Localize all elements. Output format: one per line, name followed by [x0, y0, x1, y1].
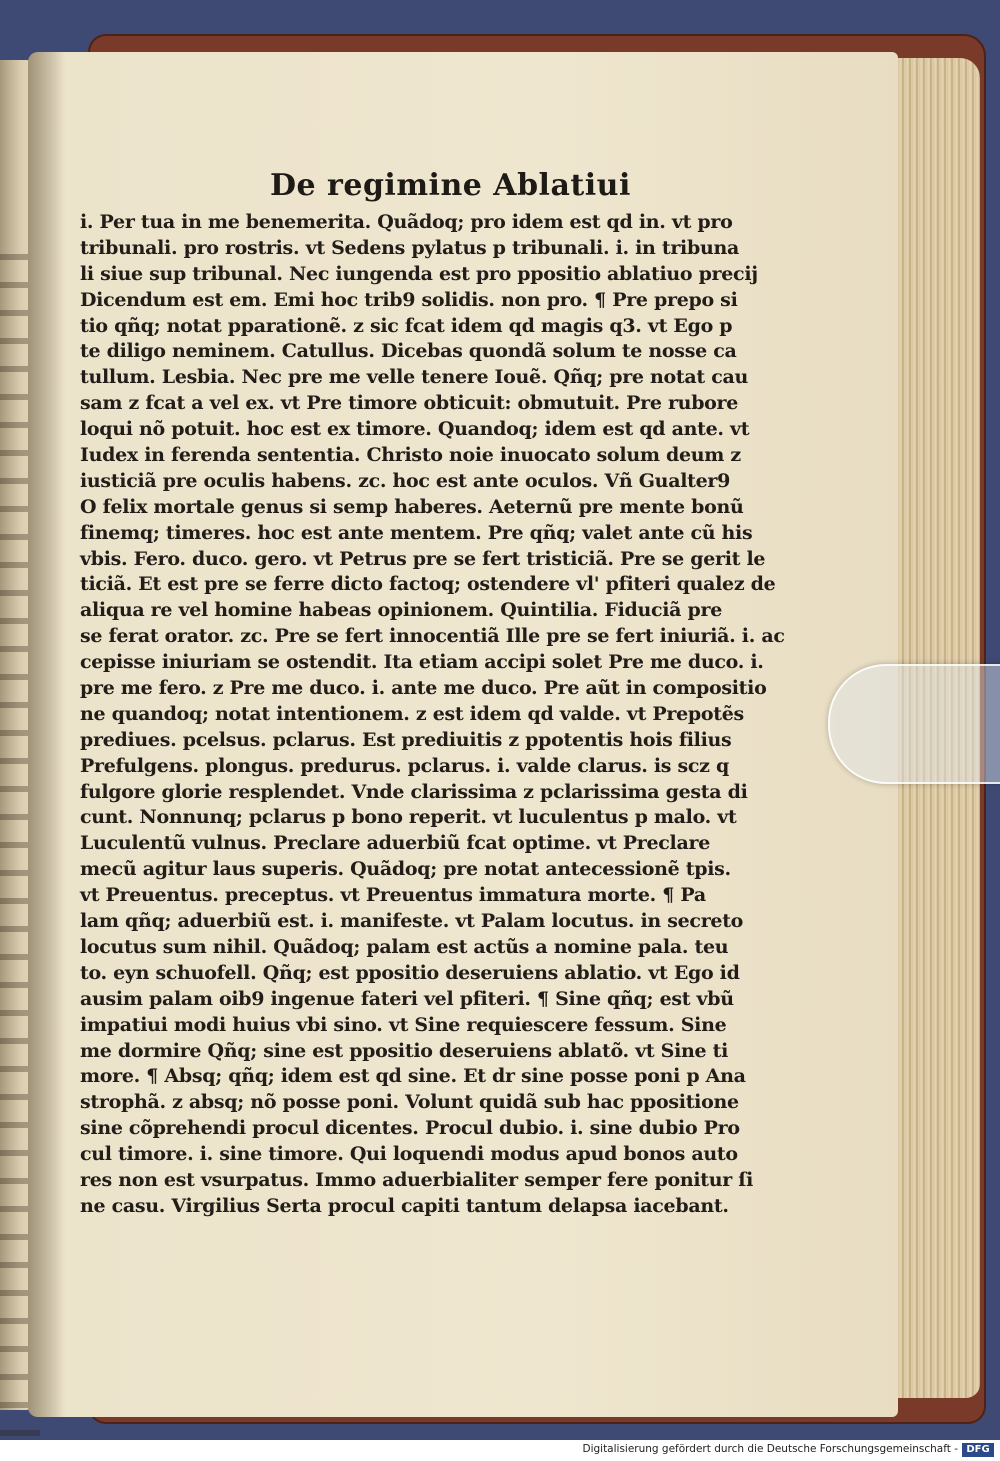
text-line: i. Per tua in me benemerita. Quãdoq; pro idem est qd in. vt pro — [80, 211, 733, 233]
text-line: me dormire Qñq; sine est ppositio deseruiens ablatõ. vt Sine ti — [80, 1039, 729, 1062]
text-line: se ferat orator. zc. Pre se fert innocentiã Ille pre se fert iniuriã. i. ac — [80, 625, 785, 648]
text-line: sine cõprehendi procul dicentes. Procul dubio. i. sine dubio Pro — [80, 1117, 740, 1140]
text-line: tio qñq; notat pparationẽ. z sic fcat idem qd magis q3. vt Ego p — [80, 314, 733, 337]
text-line: aliqua re vel homine habeas opinionem. Quintilia. Fiduciã pre — [80, 599, 722, 622]
text-line: Prefulgens. plongus. predurus. pclarus. i. valde clarus. is scz q — [80, 754, 729, 777]
text-line: strophã. z absq; nõ posse poni. Volunt quidã sub hac ppositione — [80, 1091, 739, 1114]
text-line: iusticiã pre oculis habens. zc. hoc est ante oculos. Vñ Gualter9 — [80, 469, 731, 492]
text-line: cepisse iniuriam se ostendit. Ita etiam accipi solet Pre me duco. i. — [80, 651, 764, 674]
text-line: tribunali. pro rostris. vt Sedens pylatus p tribunali. i. in tribuna — [80, 236, 739, 259]
text-line: cul timore. i. sine timore. Qui loquendi modus apud bonos auto — [80, 1143, 738, 1166]
text-line: cunt. Nonnunq; pclarus p bono reperit. vt luculentus p malo. vt — [80, 806, 737, 829]
text-line: pre me fero. z Pre me duco. i. ante me duco. Pre aũt in compositio — [80, 677, 767, 700]
text-line: ne quandoq; notat intentionem. z est idem qd valde. vt Prepotẽs — [80, 702, 744, 725]
gutter-shadow — [28, 52, 64, 1417]
text-line: locutus sum nihil. Quãdoq; palam est actũs a nomine pala. teu — [80, 935, 729, 958]
text-line: mecũ agitur laus superis. Quãdoq; pre notat antecessionẽ tpis. — [80, 858, 731, 881]
text-block — [80, 210, 785, 1220]
funding-notice: Digitalisierung gefördert durch die Deutsche Forschungsgemeinschaft - — [582, 1443, 958, 1455]
text-line: lam qñq; aduerbiũ est. i. manifeste. vt Palam locutus. in secreto — [80, 910, 744, 933]
text-line: te diligo neminem. Catullus. Dicebas quondã solum te nosse ca — [80, 340, 737, 363]
text-line: fulgore glorie resplendet. Vnde clarissima z pclarissima gesta di — [80, 780, 748, 803]
text-line: to. eyn schuofell. Qñq; est ppositio deseruiens ablatio. vt Ego id — [80, 961, 740, 984]
text-line: ticiã. Et est pre se ferre dicto factoq; ostendere vl' pfiteri qualez de — [80, 573, 776, 596]
dfg-logo: DFG — [962, 1443, 994, 1457]
text-line: finemq; timeres. hoc est ante mentem. Pre qñq; valet ante cũ his — [80, 521, 753, 544]
text-line: tullum. Lesbia. Nec pre me velle tenere Iouẽ. Qñq; pre notat cau — [80, 366, 748, 389]
text-line: vt Preuentus. preceptus. vt Preuentus immatura morte. ¶ Pa — [80, 884, 706, 907]
text-line: ne casu. Virgilius Serta procul capiti tantum delapsa iacebant. — [80, 1194, 729, 1217]
text-line: more. ¶ Absq; qñq; idem est qd sine. Et dr sine posse poni p Ana — [80, 1065, 746, 1088]
text-line: vbis. Fero. duco. gero. vt Petrus pre se fert tristiciã. Pre se gerit le — [80, 547, 766, 570]
running-head: De regimine Ablatiui — [270, 168, 631, 203]
text-line: O felix mortale genus si semp haberes. Aeternũ pre mente bonũ — [80, 495, 744, 518]
footer-bar — [0, 1440, 1000, 1461]
text-line: res non est vsurpatus. Immo aduerbialiter semper fere ponitur ſi — [80, 1168, 754, 1191]
text-line: sam z fcat a vel ex. vt Pre timore obticuit: obmutuit. Pre rubore — [80, 392, 739, 415]
text-line: Iudex in ferenda sententia. Christo noie inuocato solum deum z — [80, 444, 741, 467]
text-line: impatiui modi huius vbi sino. vt Sine requiescere fessum. Sine — [80, 1013, 727, 1036]
text-line: prediues. pcelsus. pclarus. Est prediuitis z ppotentis hois filius — [80, 728, 732, 751]
text-line: Dicendum est em. Emi hoc trib9 solidis. non pro. ¶ Pre prepo si — [80, 288, 738, 311]
text-line: li siue sup tribunal. Nec iungenda est pro ppositio ablatiuo precij — [80, 262, 758, 285]
text-line: loqui nõ potuit. hoc est ex timore. Quandoq; idem est qd ante. vt — [80, 418, 750, 441]
text-line: ausim palam oib9 ingenue fateri vel pfiteri. ¶ Sine qñq; est vbũ — [80, 987, 734, 1010]
page-clip — [828, 664, 1000, 784]
text-line: Luculentũ vulnus. Preclare aduerbiũ fcat optime. vt Preclare — [80, 832, 710, 855]
